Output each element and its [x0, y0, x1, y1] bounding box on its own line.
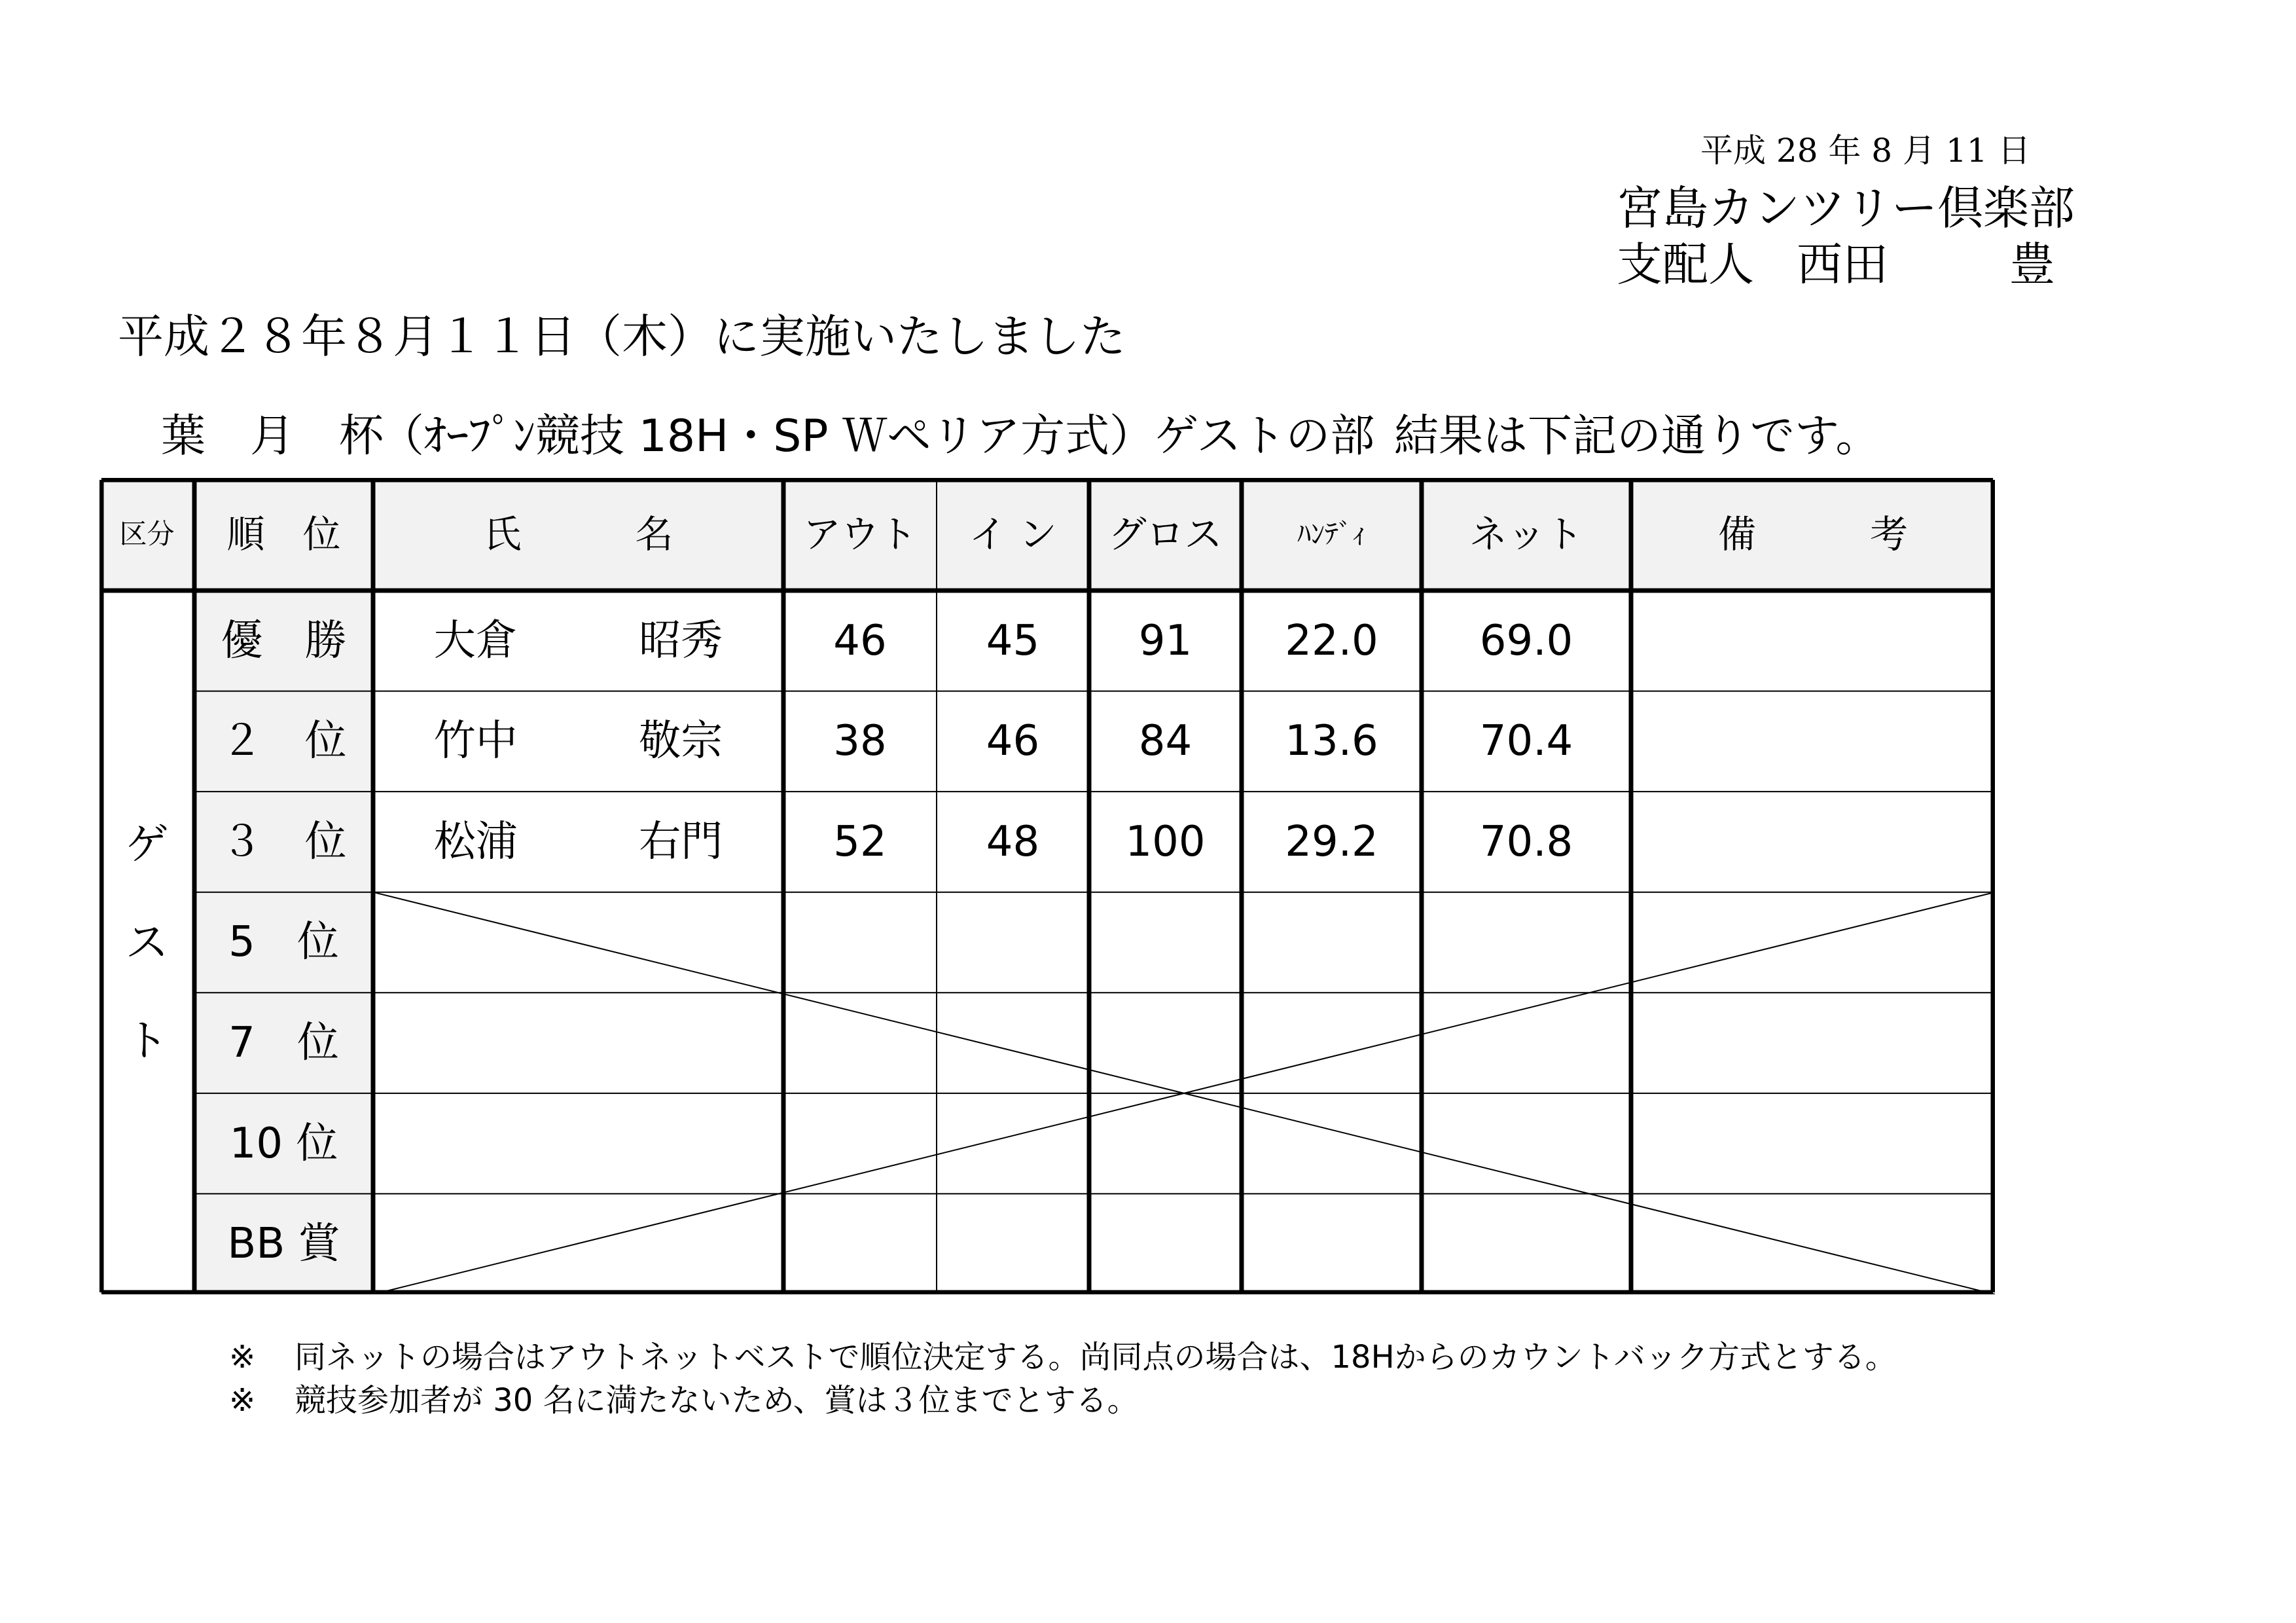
- rank-cell: BB 賞: [227, 1220, 340, 1269]
- results-table: [99, 478, 1995, 1294]
- name-given-cell: 昭秀: [639, 616, 723, 665]
- rank-cell: 優 勝: [221, 616, 347, 665]
- note-mark: ※: [229, 1382, 256, 1419]
- remarks-cell: [1631, 1093, 1995, 1194]
- out-score-cell: 52: [833, 817, 887, 866]
- remarks-cell: [1631, 691, 1995, 792]
- rank-cell: ３ 位: [221, 817, 347, 866]
- event-description: （ｵｰﾌﾟﾝ競技 18H・SP Ｗペリア方式）ゲストの部: [380, 410, 1375, 462]
- net-cell: [1422, 993, 1631, 1093]
- event-title-line: [118, 401, 2055, 464]
- note-text: 競技参加者が 30 名に満たないため、賞は３位までとする。: [295, 1382, 1139, 1419]
- name-family-cell: [373, 993, 579, 1093]
- note-1: [229, 1336, 1897, 1379]
- in-score-cell: 45: [986, 616, 1040, 665]
- gross-cell: [1089, 993, 1242, 1093]
- remarks-cell: [1631, 792, 1995, 892]
- rank-cell: 10 位: [229, 1119, 338, 1168]
- in-score-cell: 48: [986, 817, 1040, 866]
- in-score-cell: [937, 892, 1089, 993]
- name-given-cell: [579, 1194, 784, 1294]
- header-in: イ ン: [969, 512, 1057, 556]
- handicap-cell: 13.6: [1285, 717, 1378, 766]
- gross-cell: 100: [1125, 817, 1206, 866]
- header-name: 氏 名: [483, 512, 673, 556]
- note-2: [229, 1379, 1897, 1422]
- header-remarks: 備 考: [1717, 512, 1908, 556]
- remarks-cell: [1631, 591, 1995, 691]
- name-family-cell: [373, 1194, 579, 1294]
- name-family-cell: 大倉: [433, 616, 518, 665]
- note-text: 同ネットの場合はアウトネットベストで順位決定する。尚同点の場合は、18Hからのカウントバック方式とする。: [295, 1339, 1897, 1376]
- header-net: ネット: [1469, 512, 1583, 556]
- remarks-cell: [1631, 993, 1995, 1093]
- net-cell: 69.0: [1479, 616, 1573, 665]
- out-score-cell: [783, 1194, 937, 1294]
- in-score-cell: 46: [986, 717, 1040, 766]
- manager-label: 支配人: [1617, 238, 1754, 291]
- manager-signature: [1617, 228, 2062, 291]
- name-given-cell: [579, 993, 784, 1093]
- name-given-cell: [579, 892, 784, 993]
- gross-cell: 91: [1138, 616, 1193, 665]
- event-results-note: 結果は下記の通りです。: [1394, 410, 1880, 462]
- rank-cell: ２ 位: [221, 717, 347, 766]
- header-category: 区分: [119, 518, 175, 550]
- notes: [229, 1336, 1897, 1422]
- name-given-cell: [579, 1093, 784, 1194]
- name-given-cell: 敬宗: [639, 717, 723, 766]
- intro-text: 平成２８年８月１１日（木）に実施いたしました: [118, 310, 1126, 363]
- in-score-cell: [937, 1194, 1089, 1294]
- category-guest: ゲ ス ト: [125, 818, 169, 1066]
- document-date: 平成 28 年 8 月 11 日: [1700, 132, 2031, 170]
- note-mark: ※: [229, 1339, 256, 1376]
- name-family-cell: [373, 1093, 579, 1194]
- gross-cell: 84: [1138, 717, 1193, 766]
- header-out: アウト: [802, 512, 917, 556]
- out-score-cell: 38: [833, 717, 887, 766]
- club-name: 宮島カンツリー倶楽部: [1617, 181, 2075, 235]
- in-score-cell: [937, 993, 1089, 1093]
- name-family-cell: [373, 892, 579, 993]
- rank-cell: 5 位: [228, 918, 339, 967]
- net-cell: 70.4: [1479, 717, 1573, 766]
- net-cell: 70.8: [1479, 817, 1573, 866]
- handicap-cell: 29.2: [1285, 817, 1378, 866]
- out-score-cell: [783, 892, 937, 993]
- gross-cell: [1089, 1194, 1242, 1294]
- gross-cell: [1089, 1093, 1242, 1194]
- manager-given-name: 豊: [2009, 238, 2055, 291]
- handicap-cell: [1242, 1194, 1422, 1294]
- net-cell: [1422, 1093, 1631, 1194]
- remarks-cell: [1631, 892, 1995, 993]
- event-name: 葉 月 杯: [161, 410, 384, 462]
- handicap-cell: [1242, 1093, 1422, 1194]
- name-family-cell: 竹中: [433, 717, 518, 766]
- out-score-cell: 46: [833, 616, 887, 665]
- name-family-cell: 松浦: [433, 817, 518, 866]
- header-gross: グロス: [1108, 512, 1223, 556]
- header-rank: 順 位: [226, 512, 341, 556]
- net-cell: [1422, 1194, 1631, 1294]
- handicap-cell: [1242, 892, 1422, 993]
- net-cell: [1422, 892, 1631, 993]
- name-given-cell: 右門: [639, 817, 723, 866]
- handicap-cell: 22.0: [1285, 616, 1378, 665]
- header-handicap: ﾊﾝﾃﾞｨ: [1297, 518, 1366, 550]
- rank-cell: 7 位: [228, 1019, 339, 1068]
- gross-cell: [1089, 892, 1242, 993]
- manager-family-name: 西田: [1797, 238, 1888, 291]
- in-score-cell: [937, 1093, 1089, 1194]
- out-score-cell: [783, 993, 937, 1093]
- remarks-cell: [1631, 1194, 1995, 1294]
- handicap-cell: [1242, 993, 1422, 1093]
- out-score-cell: [783, 1093, 937, 1194]
